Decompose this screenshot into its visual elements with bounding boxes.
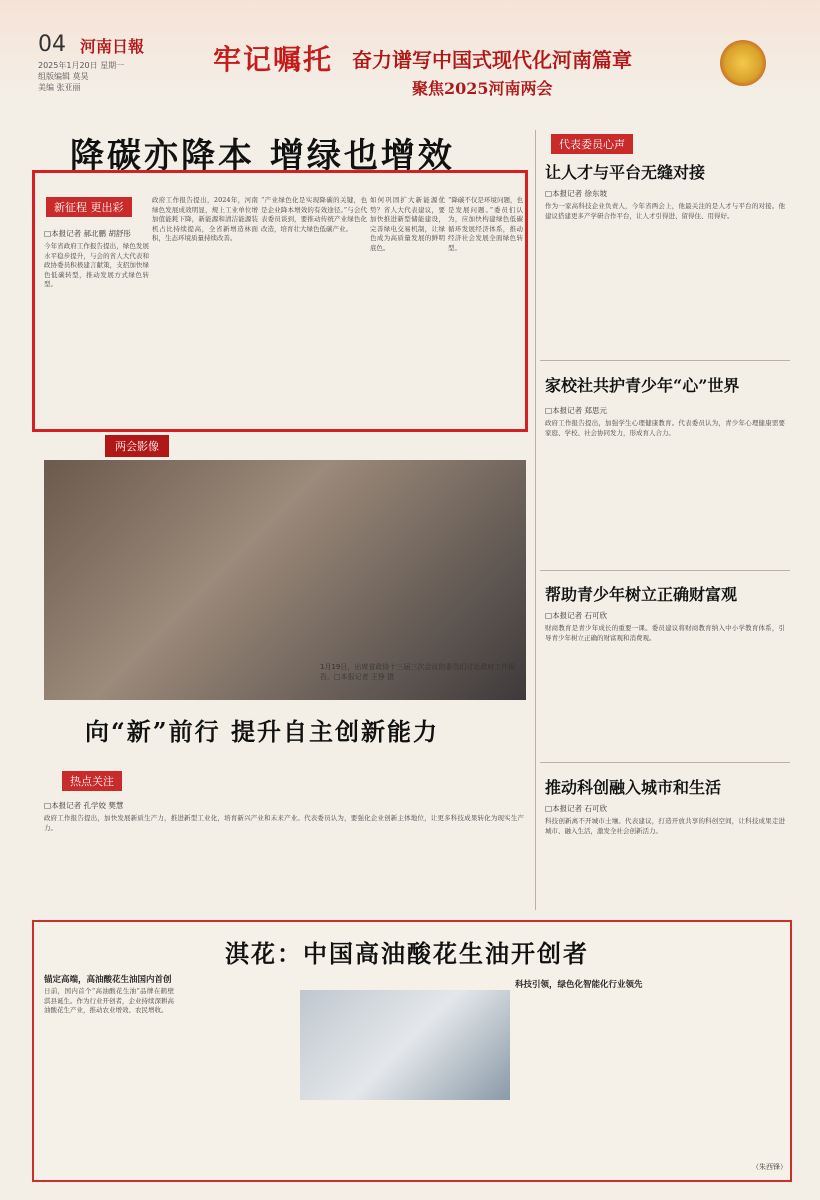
lead-p1: 今年省政府工作报告提出，绿色发展水平稳步提升，与会的省人大代表和政协委员积极建言献策，支招加快绿色低碳转型，推动发展方式绿色转型。: [44, 242, 149, 288]
photo-caption: 1月19日，出席省政协十三届三次会议的委员们讨论政府工作报告。□本报记者 王铮 摄: [320, 663, 516, 681]
column-divider: [535, 130, 536, 910]
right-article-2-title: 家校社共护青少年“心”世界: [545, 376, 740, 395]
lead-byline: □本报记者 郝北鹏 胡舒彤: [44, 229, 131, 238]
slogan-line2: 聚焦2025河南两会: [412, 79, 553, 98]
art-editor: 美编 张亚丽: [38, 83, 81, 92]
mid-byline: □本报记者 孔学姣 樊慧: [44, 801, 124, 810]
feature-subhead-2: 科技引领，绿色化智能化行业领先: [515, 980, 643, 990]
right-article-2-text: 政府工作报告提出，加强学生心理健康教育。代表委员认为，青少年心理健康需要家庭、学校、社会协同发力，形成育人合力。: [545, 419, 785, 437]
right-article-4-text: 科技创新离不开城市土壤。代表建议，打造开放共享的科创空间，让科技成果走进城市、融入生活，激发全社会创新活力。: [545, 817, 785, 835]
paper-name: 河南日報: [80, 37, 145, 56]
feature-photo: [300, 990, 510, 1100]
right-divider-2: [540, 570, 790, 571]
right-article-3-title: 帮助青少年树立正确财富观: [545, 585, 738, 604]
right-article-1-title: 让人才与平台无缝对接: [545, 163, 706, 182]
issue-meta: [38, 60, 124, 93]
slogan-calligraphy: 牢记嘱托: [213, 43, 334, 76]
right-column-label: 代表委员心声: [551, 134, 633, 154]
lead-col-1: [44, 242, 149, 427]
feature-end-credit: （朱西锋）: [752, 1163, 787, 1171]
feature-subhead-1: 锚定高端，高油酸花生油国内首创: [44, 975, 172, 985]
issue-date: 2025年1月20日 星期一: [38, 61, 125, 70]
lead-p4: 如何巩固扩大新能源优势？省人大代表建议，要加快推进新型储能建设，完善绿电交易机制，让绿色成为高质量发展的鲜明底色。: [370, 196, 445, 252]
right-divider-3: [540, 762, 790, 763]
right-article-4-byline: □本报记者 石可欣: [545, 804, 607, 813]
lead-p5: “降碳不仅是环境问题，也是发展问题。”委员们认为，应加快构建绿色低碳循环发展经济体系，推动经济社会发展全面绿色转型。: [448, 196, 523, 252]
lead-col-5: [448, 196, 523, 426]
photo-section-label: 两会影像: [105, 435, 169, 457]
mid-headline: 向“新”前行 提升自主创新能力: [85, 717, 439, 746]
slogan-subtitle: 奋力谱写中国式现代化河南篇章: [352, 48, 632, 72]
right-article-4-title: 推动科创融入城市和生活: [545, 778, 722, 797]
feature-text: 日前，国内首个“高油酸花生油”品牌在鹤壁淇县诞生。作为行业开创者，企业持续深耕高油酸花生产业，推动农业增效、农民增收。: [44, 987, 174, 1014]
right-article-1-text: 作为一家高科技企业负责人，今年省两会上，他最关注的是人才与平台的对接。他建议搭建更多产学研合作平台，让人才引得进、留得住、用得好。: [545, 202, 785, 220]
lead-col-4: [370, 196, 445, 426]
layout-editor: 组版编辑 莫昊: [38, 72, 89, 81]
lead-col-2: [152, 196, 258, 426]
right-divider-1: [540, 360, 790, 361]
lead-column-label: 新征程 更出彩: [46, 197, 132, 217]
page-number: 04: [38, 32, 66, 57]
lead-p2: 政府工作报告提出，2024年，河南绿色发展成效明显，规上工业单位增加值能耗下降，新能源和清洁能源装机占比持续提高，全省新增造林面积，生态环境质量持续改善。: [152, 196, 258, 242]
mid-column-label: 热点关注: [62, 771, 122, 791]
emblem-icon: [720, 40, 766, 86]
lead-col-3: [261, 196, 367, 426]
feature-headline: 淇花：中国高油酸花生油开创者: [225, 939, 589, 968]
right-article-3-text: 财商教育是青少年成长的重要一课。委员建议将财商教育纳入中小学教育体系，引导青少年树立正确的财富观和消费观。: [545, 624, 785, 642]
lead-p3: “产业绿色化是实现降碳的关键，也是企业降本增效的有效途径。”与会代表委员谈到，要推动传统产业绿色化改造，培育壮大绿色低碳产业。: [261, 196, 367, 233]
right-article-2-byline: □本报记者 郑思元: [545, 406, 607, 415]
right-article-1-byline: □本报记者 徐东坡: [545, 189, 607, 198]
lead-headline: 降碳亦降本 增绿也增效: [70, 136, 455, 176]
right-article-3-byline: □本报记者 石可欣: [545, 611, 607, 620]
mid-text: 政府工作报告提出，加快发展新质生产力，推进新型工业化，培育新兴产业和未来产业。代表委员认为，要强化企业创新主体地位，让更多科技成果转化为现实生产力。: [44, 814, 524, 832]
